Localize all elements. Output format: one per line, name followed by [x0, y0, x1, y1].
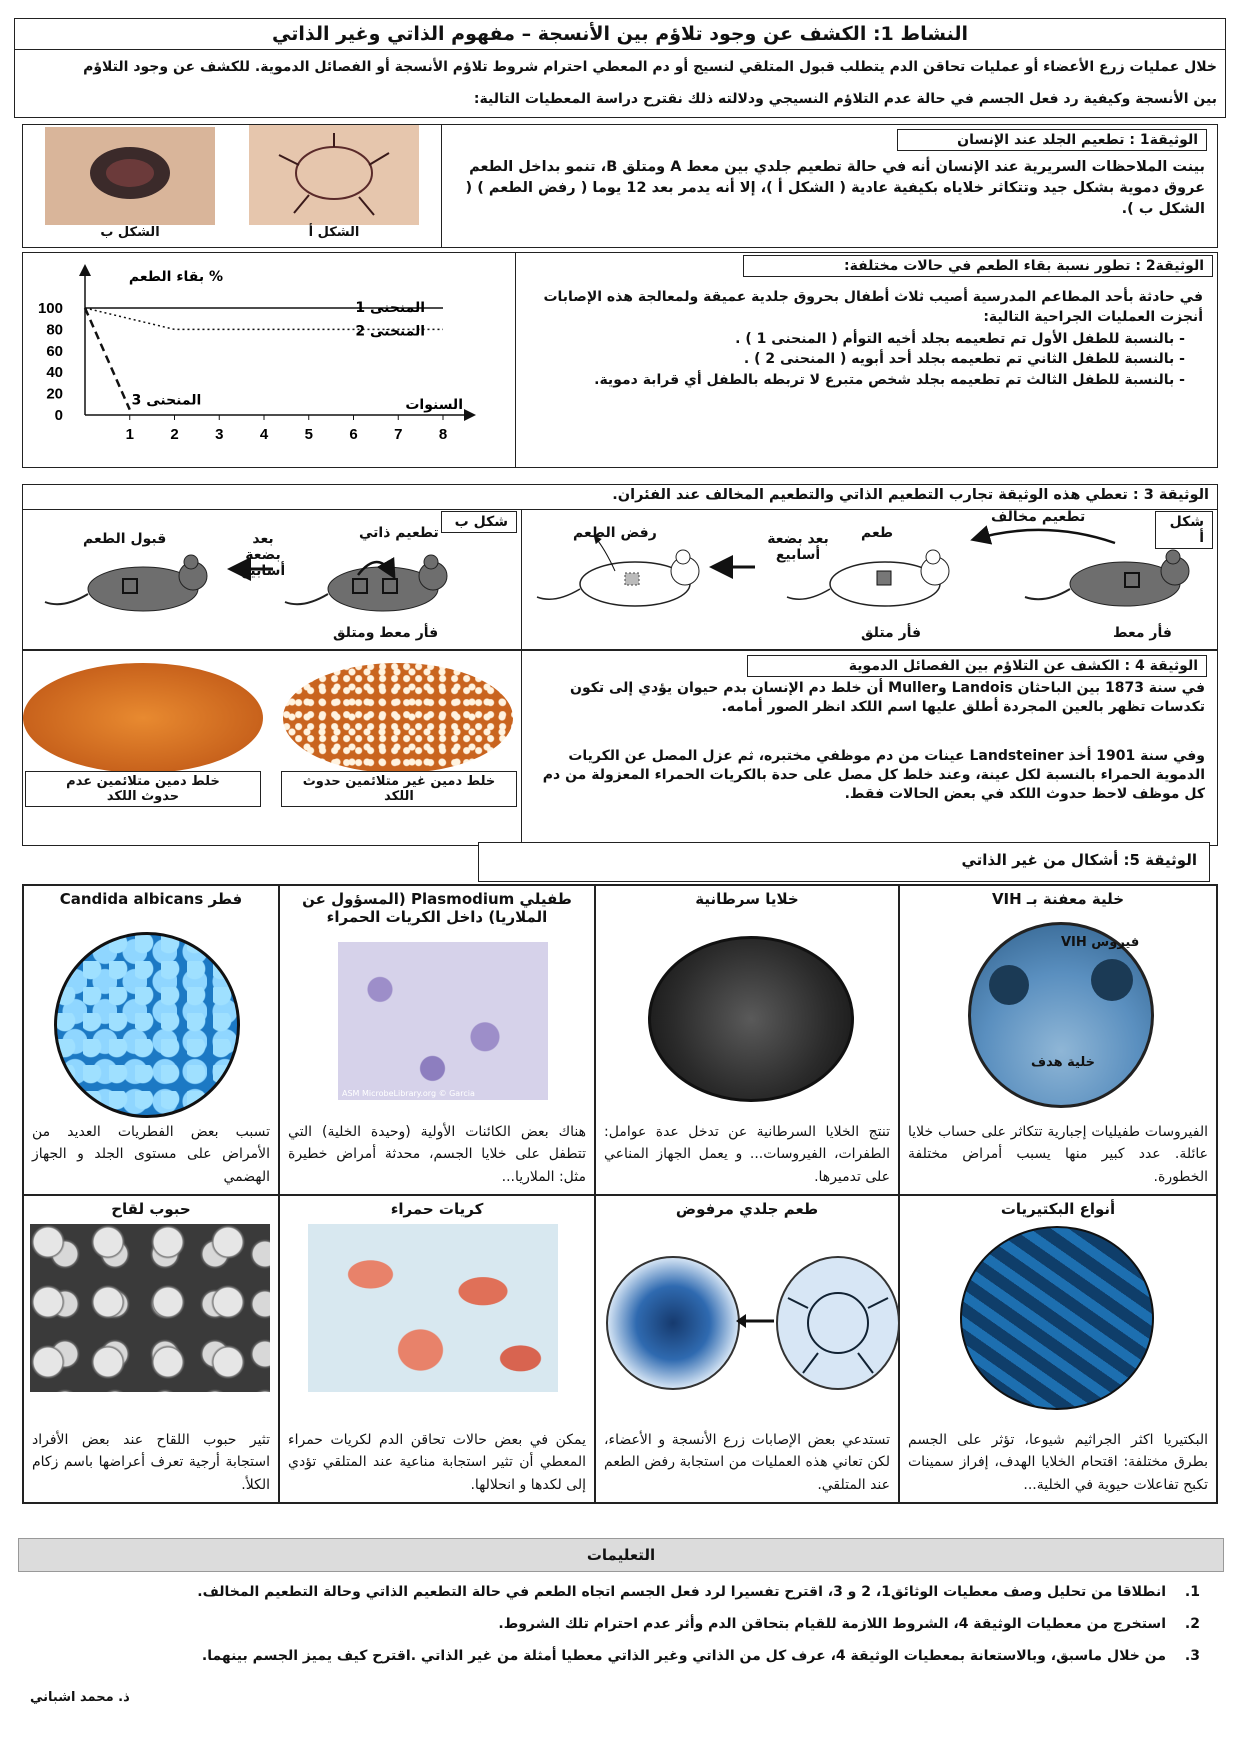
doc5-cell-title: طعم جلدي مرفوض — [675, 1200, 819, 1218]
doc5-cell-title: خلية معفنة بـ VIH — [991, 890, 1125, 908]
doc3-b-arrow-label: تطعيم ذاتي — [359, 525, 439, 541]
intro-line-2: بين الأنسجة وكيفية رد فعل الجسم في حالة عدم التلاؤم النسيجي ودلالته ذلك نقترح دراسة المعطيات التالية: — [473, 91, 1217, 107]
y-tick-label: 60 — [46, 342, 63, 360]
series-label-3: المنحنى 3 — [131, 392, 202, 409]
plasmodium-credit: ASM MicrobeLibrary.org © Garcia — [342, 1089, 475, 1098]
doc3-a-arrow-label: تطعيم مخالف — [991, 509, 1086, 525]
doc1-text: بينت الملاحظات السريرية عند الإنسان أنه في حالة تطعيم جلدي بين معط A ومتلق B، تنمو بداخل الطعم عروق دموية بشكل جيد وتتكاثر خلاياه بكيفية عادية ( الشكل أ )، إلا أنه يدمر بعد 12 يوما ( رفض الطعم ) ( الشكل ب ). — [465, 159, 1205, 218]
doc5-cell-desc: تثير حبوب اللقاح عند بعض الأفراد استجابة أرجية تعرف أعراضها باسم زكام الكلأ. — [32, 1431, 270, 1493]
doc1-heading: الوثيقة1 : تطعيم الجلد عند الإنسان — [897, 129, 1207, 151]
target-cell-label: خلية هدف — [1031, 1055, 1096, 1070]
donor-mouse-icon — [1025, 550, 1189, 606]
doc3-a-recipient-label: فأر متلق — [861, 625, 922, 641]
doc5-cell-cancer — [595, 885, 899, 1195]
doc2-item-1: - بالنسبة للطفل الأول تم تطعيمه بجلد أخيه التوأم ( المنحنى 1 ) . — [495, 329, 1185, 349]
doc1-fig-b-label: الشكل ب — [100, 225, 160, 240]
header-box — [14, 18, 1226, 118]
doc4-caption-right-box — [281, 771, 517, 807]
accepted-graft-icon — [249, 125, 419, 225]
bacteria-image — [960, 1226, 1154, 1410]
doc3-a-weeks-label: بعد بضعة أسابيع — [767, 531, 829, 563]
x-tick-label: 3 — [215, 426, 224, 443]
rejected-mouse-icon — [537, 537, 699, 606]
series-label-1: المنحنى 1 — [355, 300, 426, 316]
graft-image — [776, 1256, 900, 1390]
doc3-a-graft-label: طعم — [861, 525, 894, 541]
doc1-fig-a-image — [249, 125, 419, 225]
doc5-cell-red-cells — [279, 1195, 595, 1503]
intro-line-1: خلال عمليات زرع الأعضاء أو عمليات تحاقن الدم يتطلب قبول المتلقي لنسيج أو دم المعطي احترام شروط تلاؤم الأنسجة أو الفصائل الدموية. للكشف عن وجود التلاؤم — [83, 59, 1217, 75]
doc3-a-reject-label: رفض الطعم — [573, 525, 657, 541]
doc5-cell-desc: يمكن في بعض حالات تحاقن الدم لكريات حمراء المعطي أن تثير استجابة مناعية عند المتلقي تؤدي إلى لكدها و انحلالها. — [288, 1431, 586, 1493]
doc3-shape-b-diagram — [33, 509, 513, 649]
doc4-no-agglutination-image — [23, 663, 263, 773]
instruction-text: من خلال ماسبق، وبالاستعانة بمعطيات الوثيقة 4، عرف كل من الذاتي وغير الذاتي معطيا أمثلة من غير الذاتي .اقترح كيف يميز الجسم بينهما. — [201, 1648, 1166, 1664]
doc5-cell-pollen — [23, 1195, 279, 1503]
doc5-cell-bacteria — [899, 1195, 1217, 1503]
doc5-cell-title: حبوب لقاح — [111, 1200, 191, 1218]
doc5-cell-desc: تنتج الخلايا السرطانية عن تدخل عدة عوامل: الطفرات، الفيروسات... و يعمل الجهاز المناعي على تدميرها. — [604, 1123, 890, 1185]
doc5-cell-title: خلايا سرطانية — [695, 890, 799, 908]
pollen-image — [30, 1224, 270, 1392]
instruction-number: 1. — [1184, 1584, 1200, 1600]
x-tick-label: 5 — [304, 426, 313, 443]
doc5-cell-candida — [23, 885, 279, 1195]
series-line-3 — [85, 308, 130, 410]
doc3-shape-b: شكل ب — [441, 511, 517, 533]
graft-vessels-icon — [778, 1258, 898, 1388]
instruction-3 — [60, 1648, 1200, 1664]
doc2-heading: الوثيقة2 : تطور نسبة بقاء الطعم في حالات مختلفة: — [743, 255, 1213, 277]
doc5-cell-vih — [899, 885, 1217, 1195]
y-axis-label: % بقاء الطعم — [128, 269, 223, 285]
doc5-cell-title: أنواع البكتيريات — [1000, 1200, 1116, 1218]
vih-infected-cell-image — [968, 922, 1154, 1108]
y-tick-label: 80 — [46, 321, 63, 339]
self-graft-mouse-icon — [285, 555, 447, 611]
doc5-cell-plasmodium — [279, 885, 595, 1195]
author-signature: ذ. محمد اشباني — [30, 1690, 130, 1705]
instruction-text: انطلاقا من تحليل وصف معطيات الوثائق1، 2 و 3، اقترح تفسيرا لرد فعل الجسم اتجاه الطعم في حالة التطعيم الذاتي وحالة التطعيم المخالف. — [197, 1584, 1166, 1600]
instruction-number: 3. — [1184, 1648, 1200, 1664]
x-tick-label: 1 — [125, 426, 134, 443]
doc4-box — [22, 650, 1218, 846]
x-tick-label: 8 — [438, 426, 448, 443]
doc5-cell-title: فطر Candida albicans — [59, 890, 243, 908]
doc5-heading: الوثيقة 5: أشكال من غير الذاتي — [961, 851, 1197, 869]
doc4-text-1: في سنة 1873 بين الباحثان Landois وMuller أن خلط دم الإنسان بدم حيوان يؤدي إلى تكون تكدسات تظهر بالعين المجردة أطلق عليها اسم اللكد انظر الصور أمامه. — [570, 680, 1205, 715]
doc2-intro: في حادثة بأحد المطاعم المدرسية أصيب ثلاث أطفال بحروق جلدية عميقة ولمعالجة هذه الإصابات أنجزت العمليات الجراحية التالية: — [543, 289, 1203, 326]
instruction-2 — [60, 1616, 1200, 1632]
doc4-caption-right: خلط دمين غير متلائمين حدوث اللكد — [302, 774, 496, 804]
red-blood-cells-image — [308, 1224, 558, 1392]
arrow-left-icon — [736, 1311, 776, 1331]
doc4-text-2: وفي سنة 1901 أخذ Landsteiner عينات من دم موظفي مختبره، ثم عزل المصل عن الكريات الدموية الحمراء بالنسبة لكل عينة، وعند خلط كل مصل على حدة بالكريات الحمراء المعزولة من دم كل موظف لاحظ حدوث اللكد في بعض الحالات فقط. — [542, 748, 1205, 802]
doc5-cell-desc: الفيروسات طفيليات إجبارية تتكاثر على حساب خلايا عائلة. عدد كبير منها يسبب أمراض مختلفة الخطورة. — [908, 1123, 1208, 1185]
doc2-box — [22, 252, 1218, 468]
doc3-heading: الوثيقة 3 : تعطي هذه الوثيقة تجارب التطعيم الذاتي والتطعيم المخالف عند الفئران. — [612, 487, 1209, 503]
y-tick-label: 40 — [46, 364, 63, 382]
page-title: النشاط 1: الكشف عن وجود تلاؤم بين الأنسجة – مفهوم الذاتي وغير الذاتي — [271, 23, 968, 45]
doc1-box — [22, 124, 1218, 248]
doc3-b-mouse-label: فأر معط ومتلق — [333, 625, 439, 641]
accepted-mouse-icon — [45, 555, 207, 611]
doc5-grid — [22, 884, 1218, 1504]
doc5-cell-title: كريات حمراء — [390, 1200, 484, 1218]
x-tick-label: 7 — [394, 426, 403, 443]
doc5-heading-box — [478, 842, 1210, 882]
vih-label: فيروس VIH — [1061, 935, 1140, 950]
doc4-heading: الوثيقة 4 : الكشف عن التلاؤم بين الفصائل الدموية — [747, 655, 1207, 677]
doc3-shape-a: شكل أ — [1155, 511, 1213, 549]
instruction-text: استخرج من معطيات الوثيقة 4، الشروط اللازمة للقيام بتحاقن الدم وأثر عدم احترام تلك الشروط. — [498, 1616, 1166, 1632]
plasmodium-image — [338, 942, 548, 1100]
y-tick-label: 20 — [46, 385, 63, 403]
doc1-fig-b-image — [45, 127, 215, 225]
doc5-cell-desc: تستدعي بعض الإصابات زرع الأنسجة و الأعضاء، لكن تعاني هذه العمليات من استجابة رفض الطعم عند المتلقي. — [604, 1431, 890, 1493]
doc2-item-3: - بالنسبة للطفل الثالث تم تطعيمه بجلد شخص متبرع لا تربطه بالطفل أي قرابة دموية. — [495, 370, 1185, 390]
x-tick-label: 2 — [170, 426, 179, 443]
doc3-a-donor-label: فأر معط — [1113, 625, 1172, 641]
rejected-graft-icon — [45, 127, 215, 225]
doc3-b-weeks-label: بعد بضعة أسابيع — [240, 531, 286, 579]
rejected-graft-image — [606, 1256, 740, 1390]
doc3-b-accept-label: قبول الطعم — [83, 531, 167, 547]
graft-survival-chart — [23, 253, 513, 467]
y-tick-label: 100 — [37, 300, 63, 317]
x-tick-label: 6 — [349, 426, 358, 443]
instruction-number: 2. — [1184, 1616, 1200, 1632]
doc5-cell-rejected-graft — [595, 1195, 899, 1503]
doc4-caption-left: خلط دمين متلائمين عدم حدوث اللكد — [66, 774, 220, 804]
x-tick-label: 4 — [259, 426, 269, 443]
doc3-box — [22, 484, 1218, 650]
doc2-item-2: - بالنسبة للطفل الثاني تم تطعيمه بجلد أحد أبويه ( المنحنى 2 ) . — [495, 349, 1185, 369]
instruction-1 — [60, 1584, 1200, 1600]
doc5-cell-desc: هناك بعض الكائنات الأولية (وحيدة الخلية) التي تتطفل على خلايا الجسم، محدثة أمراض خطيرة مثل: الملاريا... — [288, 1123, 586, 1185]
series-label-2: المنحنى 2 — [355, 323, 426, 340]
doc5-cell-desc: تسبب بعض الفطريات العديد من الأمراض على مستوى الجلد و الجهاز الهضمي — [32, 1123, 270, 1185]
instructions-heading: التعليمات — [18, 1538, 1224, 1572]
doc5-cell-title: طفيلي Plasmodium (المسؤول عن الملاريا) داخل الكريات الحمراء — [302, 890, 572, 926]
doc2-list — [495, 329, 1203, 390]
cancer-cells-image — [648, 936, 854, 1102]
y-tick-label: 0 — [54, 407, 63, 424]
doc4-agglutination-image — [283, 663, 513, 773]
doc1-fig-a-label: الشكل أ — [308, 225, 360, 240]
x-axis-label: السنوات — [405, 397, 463, 413]
doc5-cell-desc: البكتيريا اكثر الجراثيم شيوعا، تؤثر على الجسم بطرق مختلفة: اقتحام الخلايا الهدف، إفراز سمينات تكبح تفاعلات حيوية في الخلية... — [908, 1431, 1208, 1493]
candida-image — [54, 932, 240, 1118]
doc4-caption-left-box — [25, 771, 261, 807]
